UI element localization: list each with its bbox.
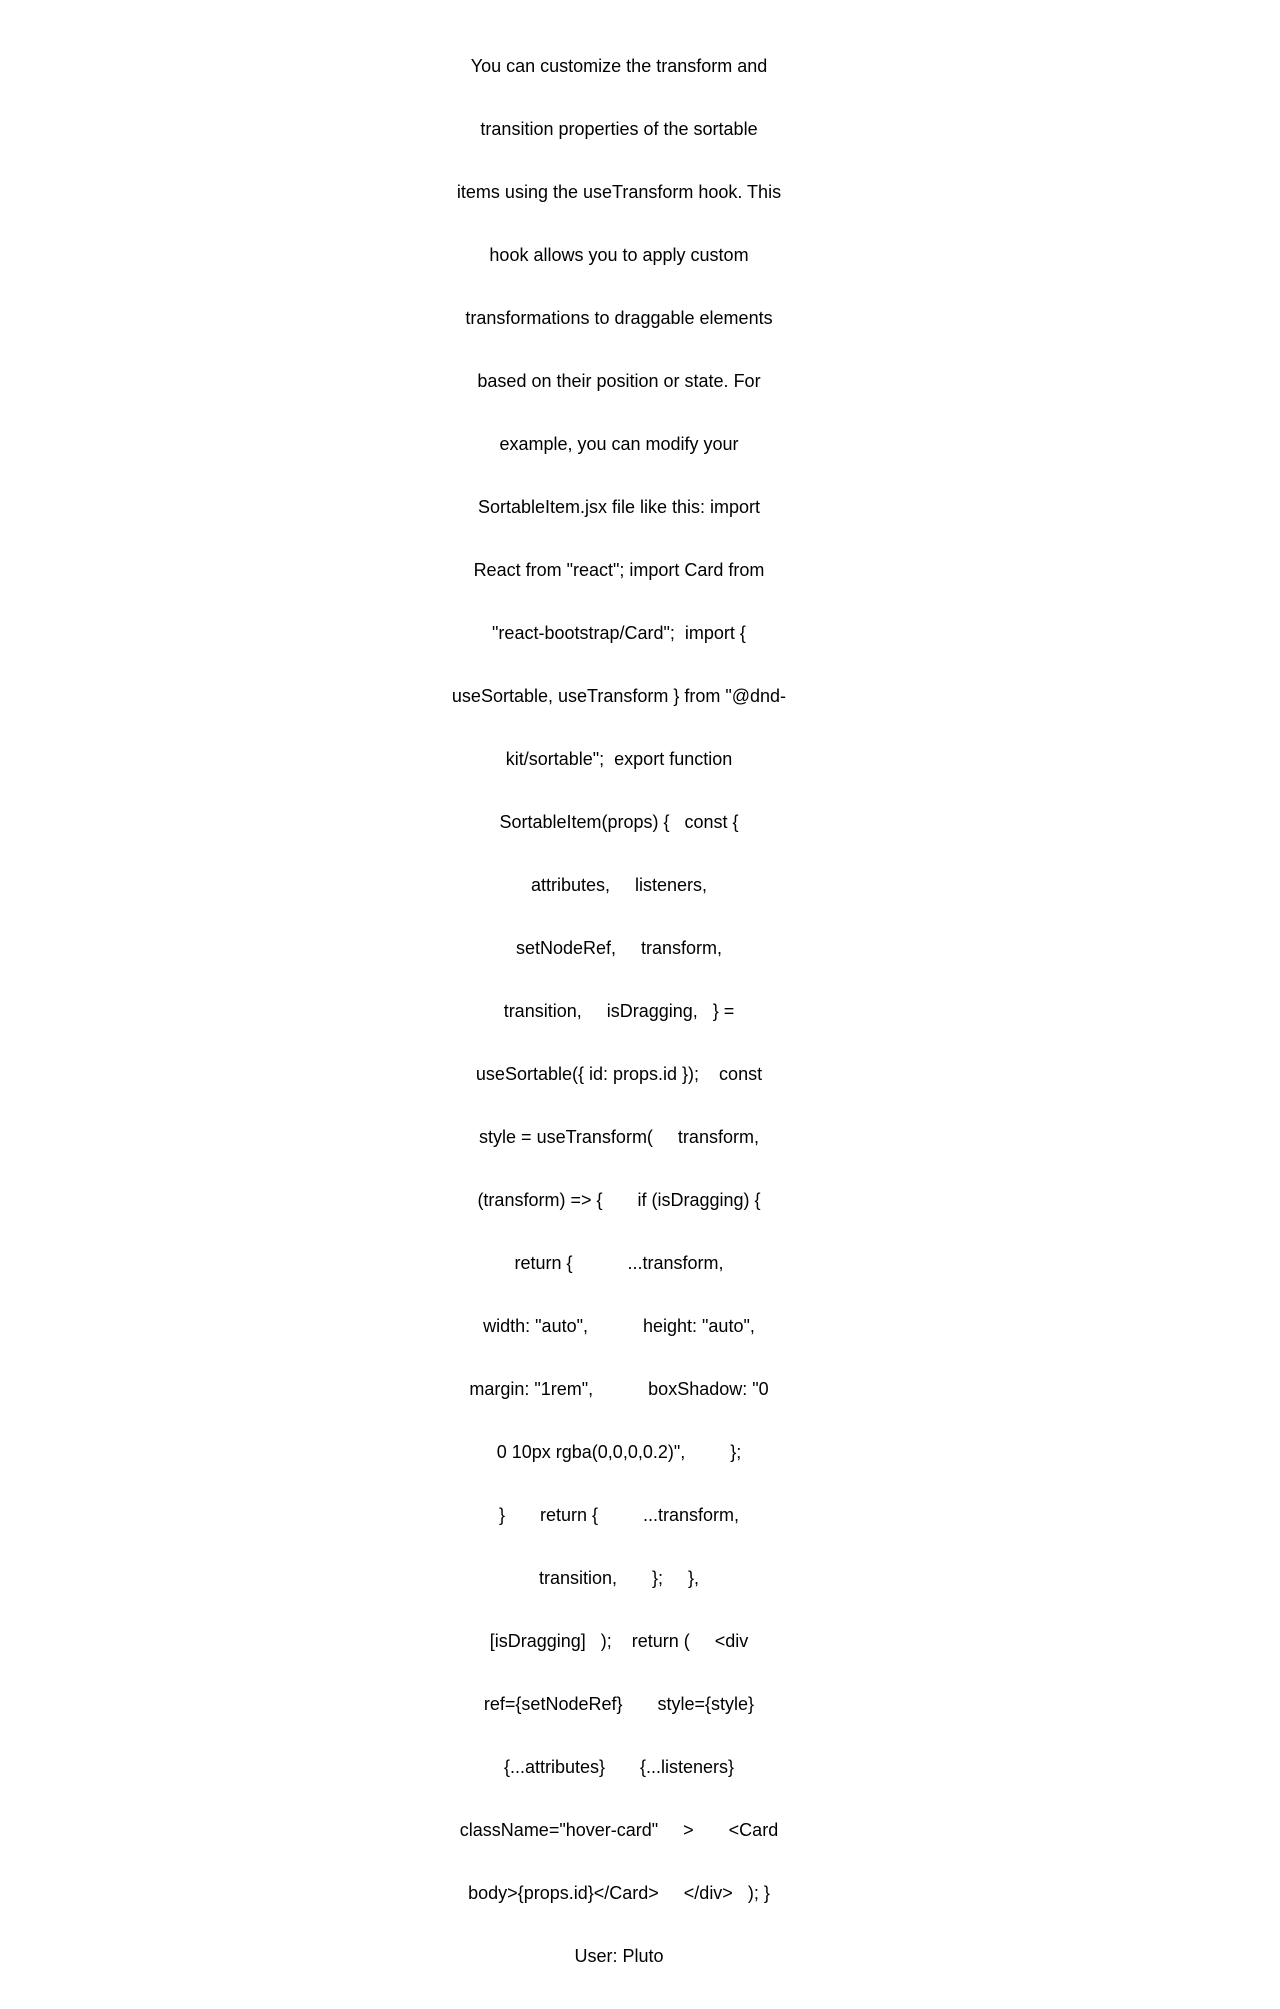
message-line: margin: "1rem", boxShadow: "0: [469, 1379, 769, 1399]
message-line: transition, }; },: [538, 1568, 700, 1588]
message-text: [450, 14, 788, 2009]
message-line: 0 10px rgba(0,0,0,0.2)", };: [496, 1442, 742, 1462]
message-line: ref={setNodeRef} style={style}: [483, 1694, 755, 1714]
message-line: attributes, listeners,: [530, 875, 708, 895]
message-line: transition properties of the sortable: [480, 119, 758, 139]
message-line: } return { ...transform,: [498, 1505, 740, 1525]
message-line: hook allows you to apply custom: [489, 245, 749, 265]
message-line: (transform) => { if (isDragging) {: [477, 1190, 761, 1210]
message-line: [isDragging] ); return ( <div: [489, 1631, 749, 1651]
message-line: {...attributes} {...listeners}: [503, 1757, 735, 1777]
user-label: User: Pluto: [574, 1946, 664, 1966]
message-line: You can customize the transform and: [470, 56, 768, 76]
message-line: style = useTransform( transform,: [479, 1127, 759, 1147]
message-line: kit/sortable"; export function: [505, 749, 733, 769]
message-line: useSortable({ id: props.id }); const: [475, 1064, 763, 1084]
message-line: SortableItem(props) { const {: [499, 812, 739, 832]
message-line: className="hover-card" > <Card: [459, 1820, 779, 1840]
message-line: SortableItem.jsx file like this: import: [477, 497, 761, 517]
message-line: useSortable, useTransform } from "@dnd-: [451, 686, 787, 706]
message-line: return { ...transform,: [514, 1253, 724, 1273]
message-line: items using the useTransform hook. This: [456, 182, 782, 202]
message-line: based on their position or state. For: [477, 371, 761, 391]
message-line: transformations to draggable elements: [465, 308, 773, 328]
message-line: body>{props.id}</Card> </div> ); }: [468, 1883, 770, 1903]
message-line: setNodeRef, transform,: [515, 938, 723, 958]
message-line: transition, isDragging, } =: [503, 1001, 735, 1021]
message-line: React from "react"; import Card from: [473, 560, 765, 580]
message-line: example, you can modify your: [499, 434, 739, 454]
message-line: "react-bootstrap/Card"; import {: [492, 623, 746, 643]
message-line: width: "auto", height: "auto",: [483, 1316, 755, 1336]
